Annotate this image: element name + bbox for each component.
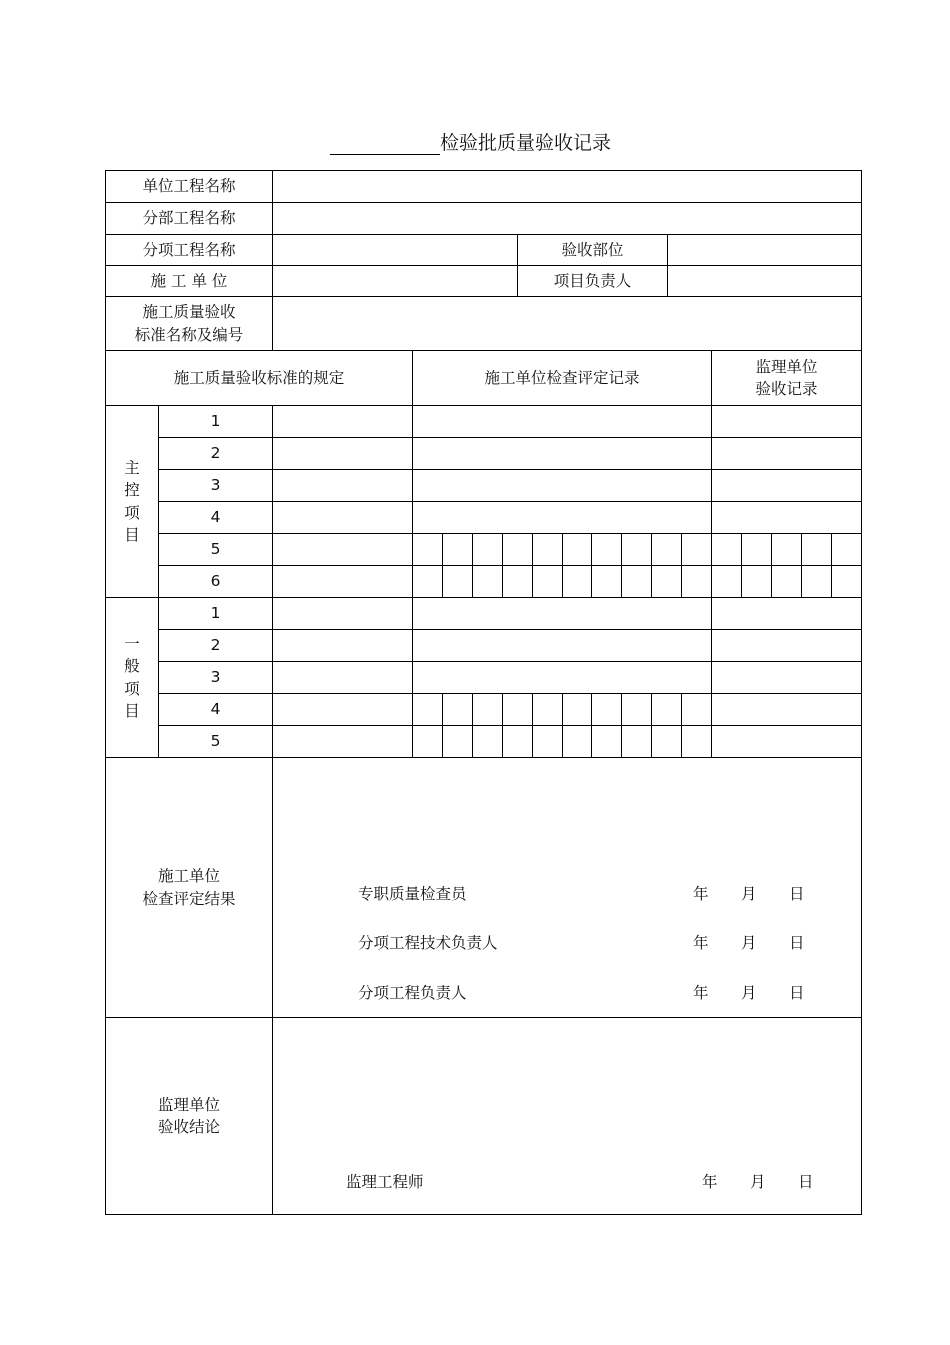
row-number: 4 [159,694,273,726]
project-manager-label: 项目负责人 [518,266,668,297]
measurement-cell[interactable] [472,566,502,597]
measurement-cell[interactable] [562,694,592,725]
record-cell[interactable] [413,502,712,534]
rule-cell[interactable] [273,566,413,598]
general-item-row [106,726,862,758]
general-item-row [106,630,862,662]
measurement-grid [413,534,711,565]
measurement-cell[interactable] [472,726,502,757]
measurement-cell[interactable] [681,534,711,565]
measurement-cell[interactable] [712,566,741,597]
measurement-cell[interactable] [413,726,442,757]
supervisor-record-header: 监理单位 验收记录 [712,351,862,406]
supervisor-cell[interactable] [712,406,862,438]
measurement-cell[interactable] [442,566,472,597]
title-text: 检验批质量验收记录 [440,132,612,154]
measurement-cell[interactable] [532,726,562,757]
measurement-cell[interactable] [502,534,532,565]
row-number: 1 [159,406,273,438]
supervisor-signature-block [273,1018,861,1214]
record-cell[interactable] [413,438,712,470]
row-number: 6 [159,566,273,598]
rule-cell[interactable] [273,406,413,438]
rule-cell[interactable] [273,694,413,726]
inspector-label: 专职质量检查员 [358,885,467,903]
measurement-cell[interactable] [681,566,711,597]
measurement-cell[interactable] [442,694,472,725]
standard-name-label: 施工质量验收 标准名称及编号 [106,297,273,351]
measurement-cell[interactable] [771,534,801,565]
measurement-cell[interactable] [621,694,651,725]
acceptance-part-label: 验收部位 [518,235,668,266]
sub-project-label: 分部工程名称 [106,203,273,235]
row-number: 1 [159,598,273,630]
supervisor-cell[interactable] [712,470,862,502]
row-number: 3 [159,662,273,694]
record-cell-grid [413,726,712,758]
rule-cell[interactable] [273,630,413,662]
inspector-date[interactable]: 年 月 日 [693,885,805,903]
measurement-grid [413,566,711,597]
record-cell-grid [413,566,712,598]
main-control-label: 主 控 项 目 [106,406,159,598]
measurement-cell[interactable] [741,534,771,565]
main-control-row [106,438,862,470]
supervisor-date[interactable]: 年 月 日 [702,1173,814,1191]
main-control-row [106,502,862,534]
supervisor-cell[interactable] [712,662,862,694]
measurement-cell[interactable] [681,726,711,757]
record-cell[interactable] [413,470,712,502]
measurement-grid [712,534,861,565]
record-cell[interactable] [413,598,712,630]
supervisor-cell[interactable] [712,630,862,662]
supervisor-cell[interactable] [712,502,862,534]
measurement-cell[interactable] [651,566,681,597]
unit-project-label: 单位工程名称 [106,171,273,203]
measurement-cell[interactable] [532,534,562,565]
measurement-cell[interactable] [532,694,562,725]
supervisor-cell[interactable] [712,598,862,630]
contractor-label: 施 工 单 位 [106,266,273,297]
measurement-cell[interactable] [472,534,502,565]
measurement-cell[interactable] [741,566,771,597]
measurement-grid [413,726,711,757]
rule-cell[interactable] [273,662,413,694]
contractor-result-area[interactable] [273,758,862,1018]
measurement-cell[interactable] [591,694,621,725]
row-number: 2 [159,630,273,662]
sub-project-field[interactable] [273,203,862,235]
measurement-cell[interactable] [413,694,442,725]
measurement-cell[interactable] [413,566,442,597]
row-number: 4 [159,502,273,534]
measurement-cell[interactable] [591,726,621,757]
contractor-signature-block [273,758,861,1017]
measurement-cell[interactable] [831,534,861,565]
measurement-cell[interactable] [771,566,801,597]
tech-lead-date[interactable]: 年 月 日 [693,934,805,952]
measurement-cell[interactable] [502,694,532,725]
standard-rule-header: 施工质量验收标准的规定 [106,351,413,406]
measurement-cell[interactable] [562,566,592,597]
measurement-cell[interactable] [621,566,651,597]
supervisor-conclusion-label: 监理单位 验收结论 [106,1018,273,1215]
main-control-row [106,470,862,502]
measurement-cell[interactable] [621,534,651,565]
contractor-result-label: 施工单位 检查评定结果 [106,758,273,1018]
item-project-label: 分项工程名称 [106,235,273,266]
supervisor-cell-grid [712,534,862,566]
measurement-cell[interactable] [442,534,472,565]
record-cell-grid [413,534,712,566]
row-number: 5 [159,534,273,566]
supervisor-engineer-label: 监理工程师 [346,1173,424,1191]
supervisor-cell-grid [712,566,862,598]
standard-name-field[interactable] [273,297,862,351]
supervisor-conclusion-area[interactable] [273,1018,862,1215]
main-control-row [106,534,862,566]
form-title [330,128,611,155]
inspection-form-table [105,170,862,1215]
measurement-cell[interactable] [651,534,681,565]
supervisor-cell[interactable] [712,694,862,726]
record-cell[interactable] [413,406,712,438]
item-lead-label: 分项工程负责人 [358,984,467,1002]
rule-cell[interactable] [273,502,413,534]
measurement-cell[interactable] [562,726,592,757]
main-control-row [106,566,862,598]
measurement-cell[interactable] [413,534,442,565]
record-cell[interactable] [413,630,712,662]
measurement-cell[interactable] [681,694,711,725]
measurement-cell[interactable] [651,726,681,757]
general-item-row [106,598,862,630]
measurement-cell[interactable] [442,726,472,757]
row-number: 5 [159,726,273,758]
general-item-row [106,662,862,694]
measurement-cell[interactable] [591,534,621,565]
measurement-grid [413,694,711,725]
measurement-cell[interactable] [801,566,831,597]
supervisor-cell[interactable] [712,726,862,758]
rule-cell[interactable] [273,534,413,566]
measurement-cell[interactable] [591,566,621,597]
rule-cell[interactable] [273,438,413,470]
measurement-cell[interactable] [502,566,532,597]
record-cell[interactable] [413,662,712,694]
general-items-label: 一 般 项 目 [106,598,159,758]
measurement-cell[interactable] [712,534,741,565]
contractor-record-header: 施工单位检查评定记录 [413,351,712,406]
general-item-row [106,694,862,726]
measurement-cell[interactable] [621,726,651,757]
row-number: 3 [159,470,273,502]
rule-cell[interactable] [273,598,413,630]
unit-project-field[interactable] [273,171,862,203]
item-project-field[interactable] [273,235,518,266]
record-cell-grid [413,694,712,726]
contractor-field[interactable] [273,266,518,297]
measurement-cell[interactable] [472,694,502,725]
item-lead-date[interactable]: 年 月 日 [693,984,805,1002]
measurement-grid [712,566,861,597]
row-number: 2 [159,438,273,470]
measurement-cell[interactable] [532,566,562,597]
measurement-cell[interactable] [502,726,532,757]
rule-cell[interactable] [273,726,413,758]
rule-cell[interactable] [273,470,413,502]
tech-lead-label: 分项工程技术负责人 [358,934,498,952]
acceptance-part-field[interactable] [668,235,862,266]
main-control-row [106,406,862,438]
project-manager-field[interactable] [668,266,862,297]
measurement-cell[interactable] [831,566,861,597]
supervisor-cell[interactable] [712,438,862,470]
measurement-cell[interactable] [801,534,831,565]
measurement-cell[interactable] [651,694,681,725]
measurement-cell[interactable] [562,534,592,565]
title-blank-line[interactable] [330,134,440,155]
